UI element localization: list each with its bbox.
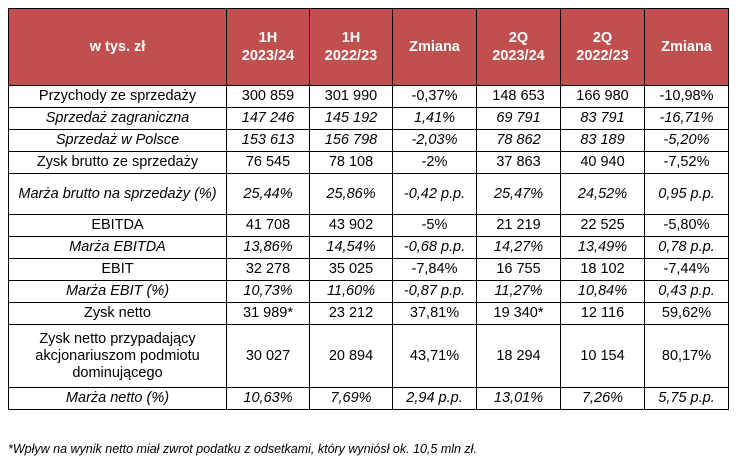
table-cell: 78 862 xyxy=(477,130,561,152)
table-cell: -5% xyxy=(393,215,477,237)
table-row xyxy=(9,108,729,130)
table-cell: 16 755 xyxy=(477,259,561,281)
table-cell: 13,01% xyxy=(477,388,561,410)
table-cell: 25,86% xyxy=(310,174,393,215)
table-cell: -16,71% xyxy=(645,108,729,130)
table-cell: 19 340* xyxy=(477,303,561,325)
table-cell: 41 708 xyxy=(227,215,310,237)
table-row xyxy=(9,281,729,303)
table-cell: 166 980 xyxy=(561,86,645,108)
table-row xyxy=(9,152,729,174)
table-cell: -2% xyxy=(393,152,477,174)
footnote: *Wpływ na wynik netto miał zwrot podatku z odsetkami, który wyniósł ok. 10,5 mln zł. xyxy=(8,442,477,456)
table-cell: 301 990 xyxy=(310,86,393,108)
table-row xyxy=(9,325,729,388)
table-cell: 31 989* xyxy=(227,303,310,325)
row-label: EBIT xyxy=(9,259,227,281)
table-cell: -0,68 p.p. xyxy=(393,237,477,259)
table-cell: 76 545 xyxy=(227,152,310,174)
table-cell: 37,81% xyxy=(393,303,477,325)
table-cell: 37 863 xyxy=(477,152,561,174)
table-cell: 145 192 xyxy=(310,108,393,130)
table-cell: 1,41% xyxy=(393,108,477,130)
table-row xyxy=(9,303,729,325)
table-cell: 18 294 xyxy=(477,325,561,388)
table-cell: 10,63% xyxy=(227,388,310,410)
table-header-row xyxy=(9,9,729,86)
table-cell: 10,84% xyxy=(561,281,645,303)
table-cell: -7,84% xyxy=(393,259,477,281)
table-cell: -7,44% xyxy=(645,259,729,281)
table-cell: 59,62% xyxy=(645,303,729,325)
row-label: Marża netto (%) xyxy=(9,388,227,410)
table-cell: 2,94 p.p. xyxy=(393,388,477,410)
table-cell: 156 798 xyxy=(310,130,393,152)
table-row xyxy=(9,215,729,237)
header-cell-change-2q: Zmiana xyxy=(645,9,729,86)
header-cell-change-1h: Zmiana xyxy=(393,9,477,86)
table-cell: 69 791 xyxy=(477,108,561,130)
financial-results-table xyxy=(8,8,729,410)
row-label: Zysk netto xyxy=(9,303,227,325)
row-label: Marża EBIT (%) xyxy=(9,281,227,303)
table-cell: 18 102 xyxy=(561,259,645,281)
header-cell-1h-2023-24: 1H 2023/24 xyxy=(227,9,310,86)
table-cell: 43 902 xyxy=(310,215,393,237)
header-cell-2q-2023-24: 2Q 2023/24 xyxy=(477,9,561,86)
table-body xyxy=(9,86,729,410)
table-cell: 25,47% xyxy=(477,174,561,215)
table-cell: -10,98% xyxy=(645,86,729,108)
table-cell: 300 859 xyxy=(227,86,310,108)
header-cell-label: w tys. zł xyxy=(9,9,227,86)
table-row xyxy=(9,86,729,108)
table-cell: 83 791 xyxy=(561,108,645,130)
table-cell: 7,26% xyxy=(561,388,645,410)
table-cell: -0,87 p.p. xyxy=(393,281,477,303)
table-cell: 153 613 xyxy=(227,130,310,152)
row-label: EBITDA xyxy=(9,215,227,237)
table-cell: 0,95 p.p. xyxy=(645,174,729,215)
table-cell: -0,42 p.p. xyxy=(393,174,477,215)
table-row xyxy=(9,237,729,259)
table-cell: 32 278 xyxy=(227,259,310,281)
table-cell: 14,27% xyxy=(477,237,561,259)
table-cell: 10,73% xyxy=(227,281,310,303)
table-cell: -5,20% xyxy=(645,130,729,152)
row-label: Sprzedaż zagraniczna xyxy=(9,108,227,130)
table-cell: 43,71% xyxy=(393,325,477,388)
table-cell: 7,69% xyxy=(310,388,393,410)
table-row xyxy=(9,130,729,152)
table-cell: 13,86% xyxy=(227,237,310,259)
row-label: Zysk netto przypadający akcjonariuszom podmiotu dominującego xyxy=(9,325,227,388)
table-cell: 14,54% xyxy=(310,237,393,259)
table-row xyxy=(9,174,729,215)
table-cell: 35 025 xyxy=(310,259,393,281)
table-cell: 83 189 xyxy=(561,130,645,152)
row-label: Marża EBITDA xyxy=(9,237,227,259)
table-cell: 30 027 xyxy=(227,325,310,388)
table-cell: -7,52% xyxy=(645,152,729,174)
table-cell: 5,75 p.p. xyxy=(645,388,729,410)
table-cell: 148 653 xyxy=(477,86,561,108)
table-cell: 0,43 p.p. xyxy=(645,281,729,303)
row-label: Przychody ze sprzedaży xyxy=(9,86,227,108)
row-label: Sprzedaż w Polsce xyxy=(9,130,227,152)
table-row xyxy=(9,259,729,281)
table-cell: 24,52% xyxy=(561,174,645,215)
header-cell-2q-2022-23: 2Q 2022/23 xyxy=(561,9,645,86)
table-cell: 21 219 xyxy=(477,215,561,237)
table-cell: 0,78 p.p. xyxy=(645,237,729,259)
row-label: Zysk brutto ze sprzedaży xyxy=(9,152,227,174)
table-row xyxy=(9,388,729,410)
table-cell: 40 940 xyxy=(561,152,645,174)
table-cell: 20 894 xyxy=(310,325,393,388)
table-cell: -0,37% xyxy=(393,86,477,108)
table-cell: 147 246 xyxy=(227,108,310,130)
table-cell: 11,27% xyxy=(477,281,561,303)
table-cell: 12 116 xyxy=(561,303,645,325)
table-cell: 25,44% xyxy=(227,174,310,215)
table-cell: -2,03% xyxy=(393,130,477,152)
table-cell: 13,49% xyxy=(561,237,645,259)
row-label: Marża brutto na sprzedaży (%) xyxy=(9,174,227,215)
table-cell: -5,80% xyxy=(645,215,729,237)
table-cell: 22 525 xyxy=(561,215,645,237)
table-cell: 23 212 xyxy=(310,303,393,325)
table-cell: 80,17% xyxy=(645,325,729,388)
table-cell: 11,60% xyxy=(310,281,393,303)
header-cell-1h-2022-23: 1H 2022/23 xyxy=(310,9,393,86)
table-cell: 10 154 xyxy=(561,325,645,388)
table-cell: 78 108 xyxy=(310,152,393,174)
